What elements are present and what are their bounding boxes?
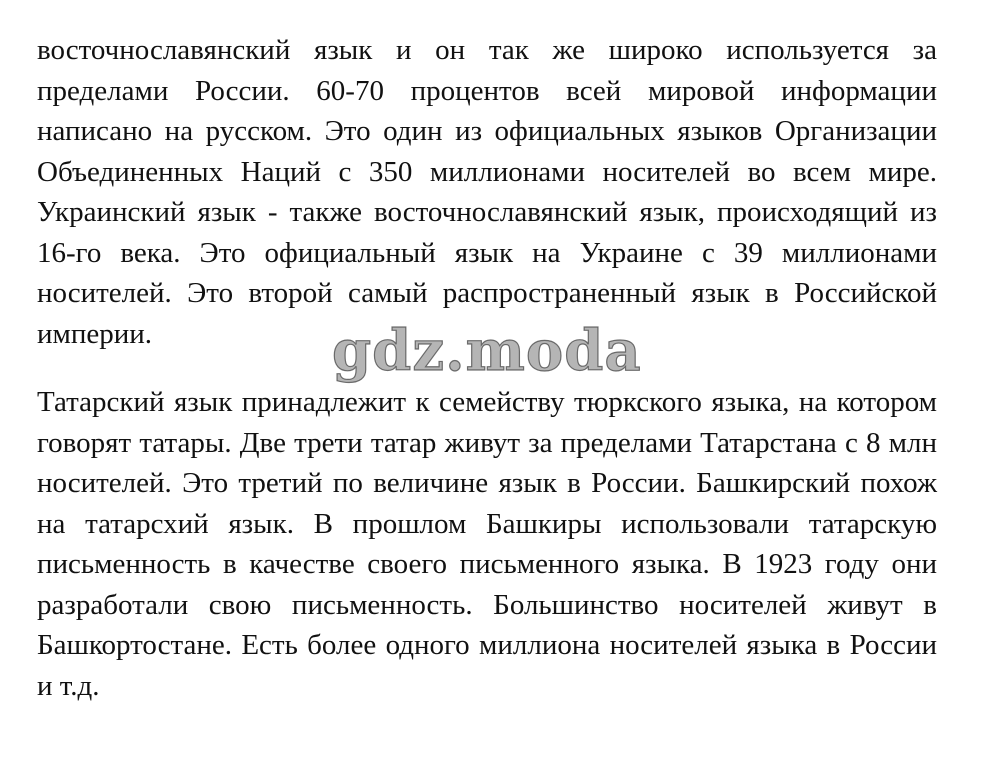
watermark-logo: gdz.moda (332, 318, 642, 384)
paragraph-slavic-languages: восточнославянский язык и он так же широко используется за пределами России. 60-70 процентов всей мировой информации написано на русском. Это один из официальных языков Организации Объединенных Наций с 350 миллионами носителей во всем мире. Украинский язык - также восточнославянский язык, происходящий из 16-го века. Это официальный язык на Украине с 39 миллионами носителей. Это второй самый распространенный язык в Российской империи. (37, 34, 937, 350)
paragraph-turkic-languages: Татарский язык принадлежит к семейству тюркского языка, на котором говорят татары. Две трети татар живут за пределами Татарстана с 8 млн носителей. Это третий по величине язык в России. Башкирский похож на татарсхий язык. В прошлом Башкиры использовали татарскую письменность в качестве своего письменного языка. В 1923 году они разработали свою письменность. Большинство носителей живут в Башкортостане. Есть более одного миллиона носителей языка в России и т.д. (37, 386, 937, 702)
document-page (37, 30, 937, 706)
